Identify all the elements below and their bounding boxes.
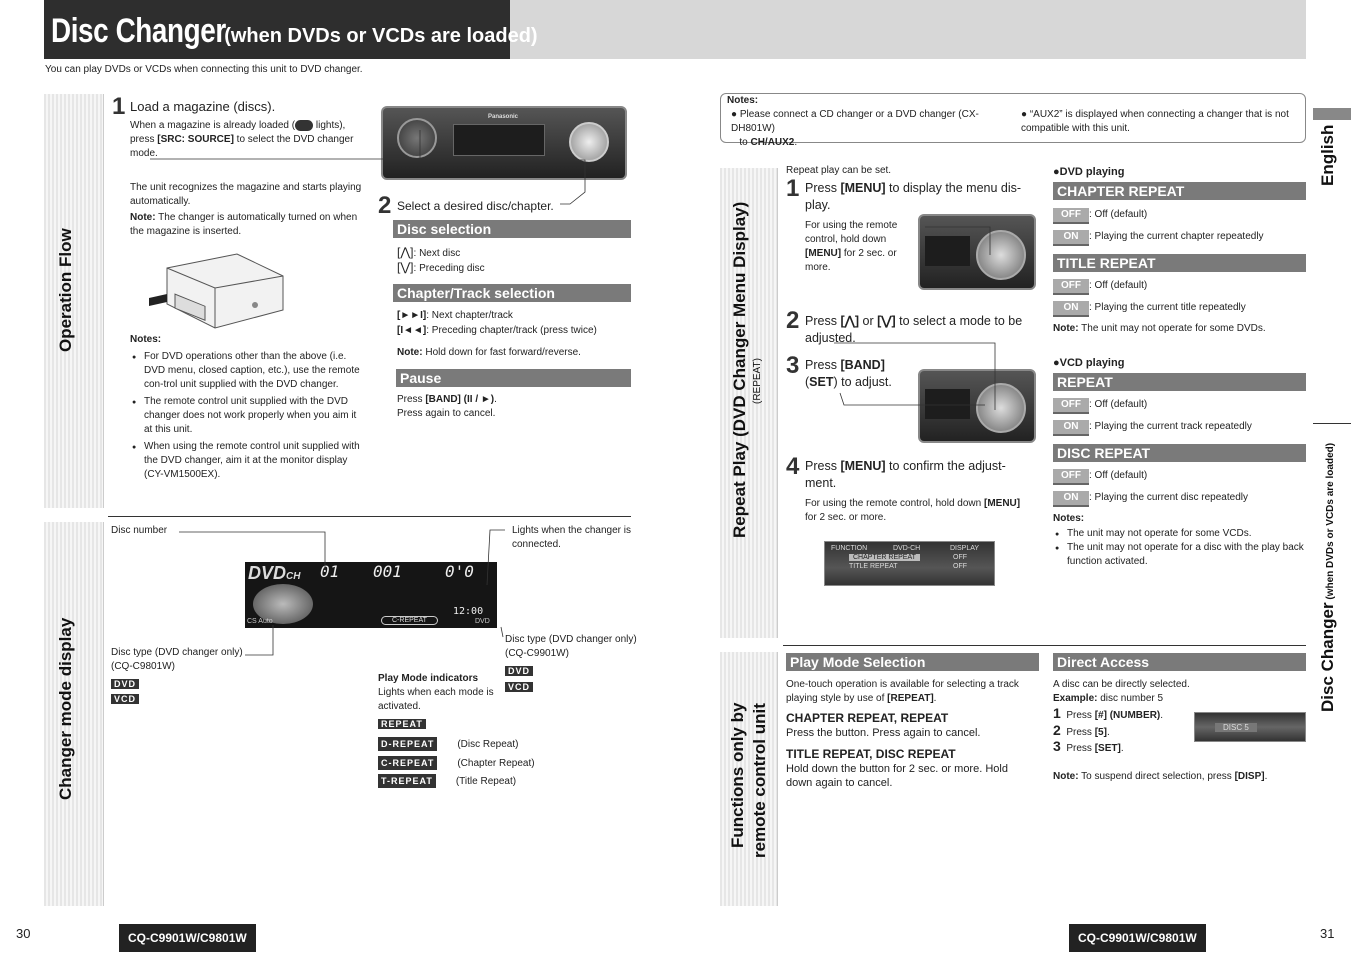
vcd-notes-list bbox=[1055, 527, 1305, 572]
disc-selection-bar: Disc selection bbox=[393, 220, 631, 238]
tab-repeat-label: Repeat Play (DVD Changer Menu Display) bbox=[730, 201, 749, 538]
tab-remote-label1: Functions only by bbox=[728, 702, 747, 848]
play-mode-t1: Press the button. Press again to cancel. bbox=[786, 727, 981, 739]
r-step1-number: 1 bbox=[786, 175, 800, 202]
disc-type-left-label: Disc type (DVD changer only) (CQ-C9801W) bbox=[111, 647, 243, 672]
r-step4-sub: For using the remote control, hold down [MENU] for 2 sec. or more. bbox=[805, 498, 1021, 523]
lcd-repeat: C-REPEAT bbox=[381, 616, 438, 625]
mode-c-repeat: C-REPEAT (Chapter Repeat) bbox=[378, 756, 535, 771]
note-item: ● For DVD operations other than the above (i.e. DVD menu, closed caption, etc.), use the remote con-trol unit supplied with the DVD changer. bbox=[132, 350, 367, 392]
model-left: CQ-C9901W/C9801W bbox=[119, 924, 256, 952]
lcd-brand: CS Auto bbox=[247, 618, 273, 625]
tab-operation-flow bbox=[44, 94, 104, 508]
chapter-prev: [I◄◄]: Preceding chapter/track (press twice) bbox=[397, 325, 597, 336]
step1-auto-text: The unit recognizes the magazine and starts playing automatically. bbox=[130, 182, 362, 207]
play-mode-h1: CHAPTER REPEAT, REPEAT bbox=[786, 711, 949, 725]
pause-bar: Pause bbox=[396, 369, 631, 387]
right-divider bbox=[783, 645, 1306, 646]
intro-text: You can play DVDs or VCDs when connecting this unit to DVD changer. bbox=[45, 64, 363, 75]
disc-repeat-on: ON : Playing the current disc repeatedly bbox=[1053, 491, 1248, 507]
chapter-repeat-off: OFF : Off (default) bbox=[1053, 208, 1147, 224]
display-callouts bbox=[175, 525, 505, 665]
play-mode-t2: Hold down the button for 2 sec. or more. Hold down again to cancel. bbox=[786, 763, 1008, 789]
r-step1-title: Press [MENU] to display the menu dis-play. bbox=[805, 181, 1022, 212]
tab-repeat-play bbox=[720, 168, 778, 638]
r-step3-title: Press [BAND] (SET) to adjust. bbox=[805, 358, 892, 389]
notes-label: Notes: bbox=[130, 334, 162, 345]
lcd-ch: CH bbox=[286, 571, 301, 582]
disc-repeat-bar: DISC REPEAT bbox=[1053, 444, 1306, 462]
lcd-disc: 01 bbox=[320, 562, 340, 581]
tab-remote-only bbox=[720, 652, 778, 906]
lcd-type: DVD bbox=[475, 618, 490, 625]
side-disc-changer: Disc Changer (when DVDs or VCDs are loaded) bbox=[1318, 442, 1337, 712]
tab-repeat-sub: (REPEAT) bbox=[752, 358, 763, 404]
head-unit-image: Panasonic bbox=[381, 106, 627, 180]
chapter-next: [►►I]: Next chapter/track bbox=[397, 310, 513, 321]
disc-next: [⋀]: Next disc bbox=[397, 245, 461, 259]
title-main: Disc Changer bbox=[51, 12, 226, 50]
play-mode-intro: One-touch operation is available for selecting a track playing style by use of [REPEAT]. bbox=[786, 679, 1019, 704]
menu-screen: FUNCTION DVD-CH DISPLAY CHAPTER REPEAT OFF TITLE REPEAT OFF bbox=[824, 541, 995, 586]
direct-example: Example: disc number 5 bbox=[1053, 693, 1164, 704]
vcd-note-item: ● The unit may not operate for some VCDs. bbox=[1055, 527, 1305, 541]
model-right: CQ-C9901W/C9801W bbox=[1069, 924, 1206, 952]
right-note-2: ● “AUX2” is displayed when connecting a changer that is not compatible with this unit. bbox=[1021, 109, 1289, 134]
mode-t-repeat: T-REPEAT (Title Repeat) bbox=[378, 774, 516, 789]
step1-number: 1 bbox=[112, 93, 126, 120]
title-repeat-on: ON : Playing the current title repeatedly bbox=[1053, 301, 1246, 317]
r-step4-number: 4 bbox=[786, 453, 800, 480]
badge-vcd-right: VCD bbox=[505, 682, 533, 693]
repeat-on: ON : Playing the current track repeatedly bbox=[1053, 420, 1252, 436]
direct-step3: 3 Press [SET]. bbox=[1053, 738, 1124, 754]
chapter-repeat-bar: CHAPTER REPEAT bbox=[1053, 182, 1306, 200]
disc-repeat-off: OFF : Off (default) bbox=[1053, 469, 1147, 485]
chapter-repeat-on: ON : Playing the current chapter repeatedly bbox=[1053, 230, 1264, 246]
lcd-track: 001 bbox=[373, 562, 402, 581]
play-mode-title: Play Mode indicators bbox=[378, 673, 479, 684]
step2-title: Select a desired disc/chapter. bbox=[397, 199, 554, 213]
lcd-time: 0'0 bbox=[445, 562, 474, 581]
repeat-callouts bbox=[830, 215, 1010, 415]
lcd-logo: DVD bbox=[248, 563, 287, 583]
mode-repeat: REPEAT bbox=[378, 719, 426, 730]
pause-text: Press [BAND] (II / ►). Press again to cancel. bbox=[397, 394, 497, 419]
lcd-clock: 12:00 bbox=[453, 606, 484, 617]
disc-number-label: Disc number bbox=[111, 525, 168, 536]
side-divider bbox=[1313, 423, 1351, 424]
direct-access-bar: Direct Access bbox=[1053, 653, 1306, 671]
disc-type-right-label: Disc type (DVD changer only) (CQ-C9901W) bbox=[505, 634, 637, 659]
right-notes-box bbox=[720, 93, 1306, 148]
badge-dvd-right: DVD bbox=[505, 666, 533, 677]
r-step4-title: Press [MENU] to confirm the adjust-ment. bbox=[805, 459, 1006, 490]
r-step3-number: 3 bbox=[786, 352, 800, 379]
r-step2-title: Press [⋀] or [⋁] to select a mode to be adjusted. bbox=[805, 314, 1023, 345]
direct-step2: 2 Press [5]. bbox=[1053, 722, 1110, 738]
title-repeat-bar: TITLE REPEAT bbox=[1053, 254, 1306, 272]
note-item: ● When using the remote control unit supplied with the DVD changer, aim it at the monitor display (CY-VM1500EX). bbox=[132, 440, 367, 482]
repeat-intro: Repeat play can be set. bbox=[786, 165, 892, 176]
changer-illustration bbox=[145, 250, 285, 330]
dvd-note: Note: The unit may not operate for some DVDs. bbox=[1053, 323, 1266, 334]
direct-screen: DISC 5 bbox=[1194, 712, 1306, 742]
tab-changer-display bbox=[44, 522, 104, 906]
note-item: ● The remote control unit supplied with the DVD changer does not work properly when you aim it at this unit. bbox=[132, 395, 367, 437]
english-tab-bar bbox=[1313, 108, 1351, 120]
direct-intro: A disc can be directly selected. bbox=[1053, 679, 1190, 690]
right-notes-label: Notes: bbox=[727, 95, 759, 106]
play-mode-bar: Play Mode Selection bbox=[786, 653, 1039, 671]
step1-title: Load a magazine (discs). bbox=[130, 99, 276, 114]
left-notes-list bbox=[132, 350, 367, 485]
vcd-playing-title: ●VCD playing bbox=[1053, 357, 1125, 369]
direct-step1: 1 Press [#] (NUMBER). bbox=[1053, 705, 1164, 721]
english-label: English bbox=[1318, 124, 1337, 186]
badge-dvd-left: DVD bbox=[111, 679, 139, 690]
mode-d-repeat: D-REPEAT (Disc Repeat) bbox=[378, 737, 518, 752]
right-note-1: ● Please connect a CD changer or a DVD changer (CX-DH801W) to CH/AUX2. bbox=[731, 109, 979, 148]
tab-operation-label: Operation Flow bbox=[56, 228, 75, 352]
badge-vcd-left: VCD bbox=[111, 694, 139, 705]
dvd-playing-title: ●DVD playing bbox=[1053, 166, 1125, 178]
vcd-notes-label: Notes: bbox=[1053, 513, 1085, 524]
section-divider bbox=[108, 516, 631, 517]
title-repeat-off: OFF : Off (default) bbox=[1053, 279, 1147, 295]
page-title bbox=[44, 0, 538, 59]
step1-text: When a magazine is already loaded ( lights), press [SRC: SOURCE] to select the DVD changer mode. bbox=[130, 120, 354, 159]
chapter-selection-bar: Chapter/Track selection bbox=[393, 284, 631, 302]
chapter-note: Note: Hold down for fast forward/reverse. bbox=[397, 347, 581, 358]
repeat-off: OFF : Off (default) bbox=[1053, 398, 1147, 414]
lights-when-label: Lights when the changer is connected. bbox=[512, 525, 631, 550]
step2-number: 2 bbox=[378, 192, 392, 219]
repeat-bar: REPEAT bbox=[1053, 373, 1306, 391]
play-mode-h2: TITLE REPEAT, DISC REPEAT bbox=[786, 747, 956, 761]
page-number-left: 30 bbox=[16, 926, 31, 941]
disc-prev: [⋁]: Preceding disc bbox=[397, 260, 485, 274]
tab-remote-label2: remote control unit bbox=[750, 703, 769, 858]
tab-display-label: Changer mode display bbox=[56, 617, 75, 800]
step1-note: Note: The changer is automatically turned on when the magazine is inserted. bbox=[130, 212, 358, 237]
play-mode-desc: Lights when each mode is activated. bbox=[378, 687, 494, 712]
direct-note: Note: To suspend direct selection, press [DISP]. bbox=[1053, 771, 1268, 782]
r-step1-sub: For using the remote control, hold down [MENU] for 2 sec. or more. bbox=[805, 220, 898, 273]
title-sub: (when DVDs or VCDs are loaded) bbox=[224, 25, 538, 47]
r-step2-number: 2 bbox=[786, 307, 800, 334]
page-number-right: 31 bbox=[1320, 926, 1335, 941]
vcd-note-item: ● The unit may not operate for a disc with the play back function activated. bbox=[1055, 541, 1305, 569]
